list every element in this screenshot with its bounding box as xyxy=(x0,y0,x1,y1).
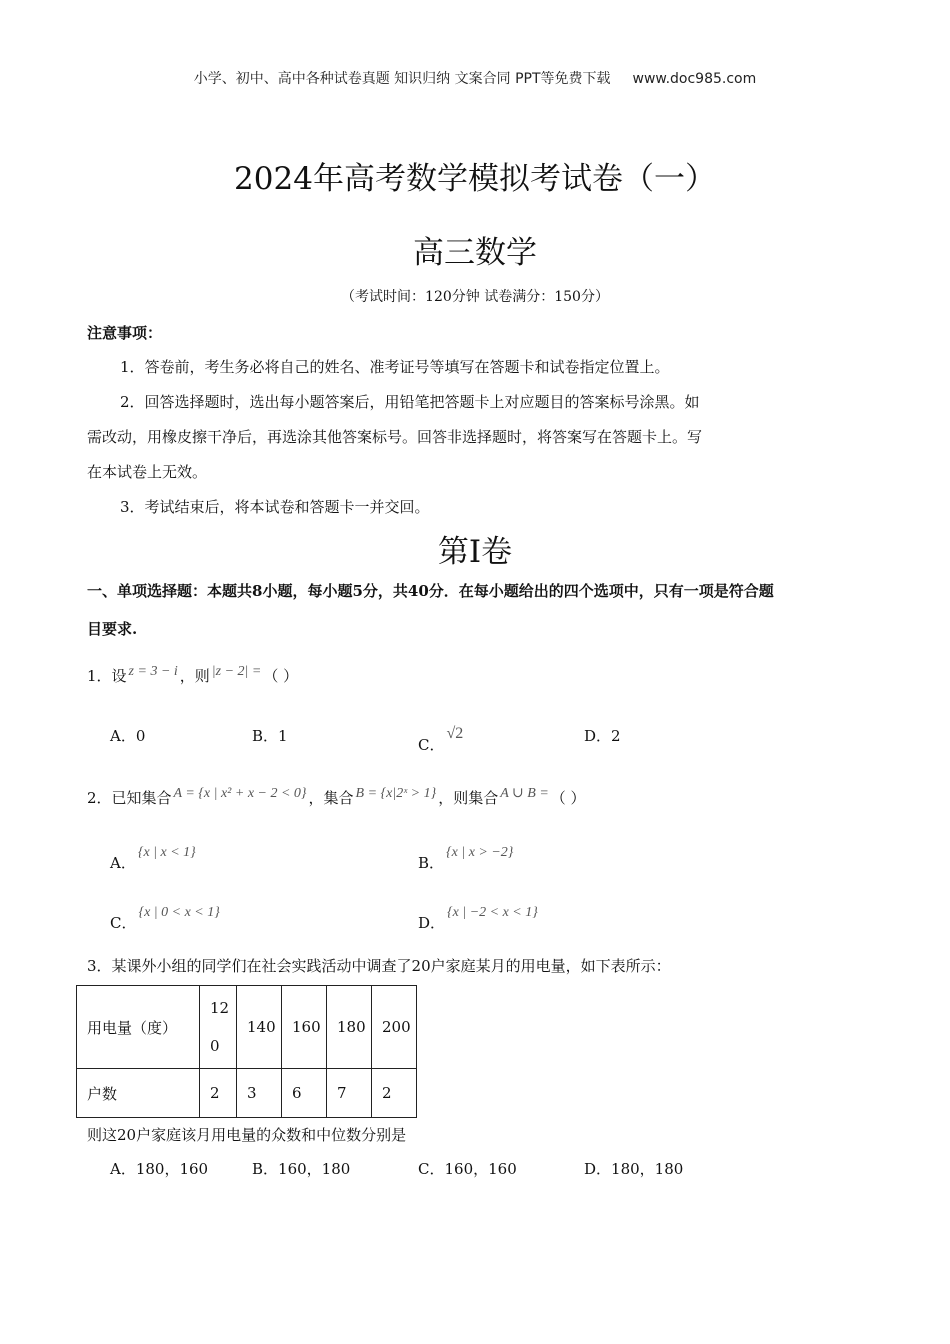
q1-option-c-label: C． xyxy=(418,736,445,754)
table-cell: 160 xyxy=(282,986,327,1069)
notice-item-3: 3．考试结束后，将本试卷和答题卡一并交回。 xyxy=(120,498,430,516)
table-row-header: 用电量（度） xyxy=(77,986,200,1069)
q2-option-a xyxy=(110,845,198,873)
section-1-line-2: 目要求. xyxy=(87,620,138,638)
q2-option-b-math: {x | x > −2} xyxy=(446,845,514,860)
q1-option-a: A．0 xyxy=(110,727,146,745)
q1-option-c xyxy=(418,725,465,755)
q2-option-a-label: A． xyxy=(110,854,136,872)
table-cell: 2 xyxy=(372,1069,417,1118)
question-1-stem xyxy=(87,664,298,686)
q2-mid-1: ，集合 xyxy=(308,789,354,807)
table-row xyxy=(77,1069,417,1118)
table-cell: 2 xyxy=(200,1069,237,1118)
q2-option-a-math: {x | x < 1} xyxy=(137,845,196,860)
question-3-question: 则这20户家庭该月用电量的众数和中位数分别是 xyxy=(87,1126,407,1144)
q2-option-b-label: B． xyxy=(418,854,445,872)
q2-mid-2: ，则集合 xyxy=(438,789,499,807)
table-cell: 3 xyxy=(237,1069,282,1118)
volume-heading: 第Ⅰ卷 xyxy=(437,534,513,570)
q1-answer-blank: （ ） xyxy=(263,667,299,685)
table-cell: 7 xyxy=(327,1069,372,1118)
time-info: （考试时间：120分钟 试卷满分：150分） xyxy=(341,289,609,305)
question-2-stem xyxy=(87,785,586,808)
table-row xyxy=(77,986,417,1069)
table-cell: 140 xyxy=(237,986,282,1069)
notice-item-1: 1．答卷前，考生务必将自己的姓名、准考证号等填写在答题卡和试卷指定位置上。 xyxy=(120,358,670,376)
q2-option-c-math: {x | 0 < x < 1} xyxy=(138,905,220,920)
exam-title: 2024年高考数学模拟考试卷（一） xyxy=(234,161,716,197)
q2-math-set-a: A = {x | x² + x − 2 < 0} xyxy=(173,786,307,801)
q2-option-d-label: D． xyxy=(418,914,446,932)
q3-option-d: D．180，180 xyxy=(584,1160,684,1178)
q2-option-c-label: C． xyxy=(110,914,137,932)
notice-heading: 注意事项： xyxy=(87,324,163,342)
notice-item-2-line-2: 需改动，用橡皮擦干净后，再选涂其他答案标号。回答非选择题时，将答案写在答题卡上。写 xyxy=(87,428,703,446)
q2-option-d-math: {x | −2 < x < 1} xyxy=(447,905,538,920)
q3-option-a: A．180，160 xyxy=(110,1160,209,1178)
section-1-line-1: 一、单项选择题：本题共8小题，每小题5分，共40分．在每小题给出的四个选项中，只有一项是符合题 xyxy=(87,582,774,600)
q1-option-c-math: √2 xyxy=(446,725,464,742)
q1-mid: ，则 xyxy=(179,667,210,685)
q2-answer-blank: （ ） xyxy=(550,789,586,807)
exam-subtitle: 高三数学 xyxy=(413,235,537,271)
q2-math-union: A ∪ B = xyxy=(500,786,549,801)
q3-option-c: C．160，160 xyxy=(418,1160,517,1178)
table-cell xyxy=(200,986,237,1069)
table-cell: 6 xyxy=(282,1069,327,1118)
electricity-table xyxy=(76,985,417,1118)
q2-option-b xyxy=(418,845,515,873)
q1-option-d: D．2 xyxy=(584,727,621,745)
table-cell: 180 xyxy=(327,986,372,1069)
table-cell-line: 0 xyxy=(210,1037,220,1055)
q2-prefix: 2．已知集合 xyxy=(87,789,172,807)
q1-option-b: B．1 xyxy=(252,727,288,745)
q3-option-b: B．160，180 xyxy=(252,1160,351,1178)
q2-option-d xyxy=(418,905,540,933)
q2-option-c xyxy=(110,905,222,933)
table-cell-line: 12 xyxy=(210,999,230,1017)
notice-item-2-line-1: 2．回答选择题时，选出每小题答案后，用铅笔把答题卡上对应题目的答案标号涂黑。如 xyxy=(120,393,700,411)
q1-prefix: 1．设 xyxy=(87,667,127,685)
notice-item-2-line-3: 在本试卷上无效。 xyxy=(87,463,208,481)
header-site[interactable]: www.doc985.com xyxy=(632,71,757,87)
table-cell: 200 xyxy=(372,986,417,1069)
header-text: 小学、初中、高中各种试卷真题 知识归纳 文案合同 PPT等免费下载 xyxy=(193,71,611,87)
q1-math-abs: |z − 2| = xyxy=(211,664,262,679)
q1-math-z: z = 3 − i xyxy=(128,664,178,679)
page-header xyxy=(0,68,950,88)
table-row-header: 户数 xyxy=(77,1069,200,1118)
question-3-stem: 3．某课外小组的同学们在社会实践活动中调查了20户家庭某月的用电量，如下表所示： xyxy=(87,957,671,975)
q2-math-set-b: B = {x|2ˣ > 1} xyxy=(355,786,437,801)
